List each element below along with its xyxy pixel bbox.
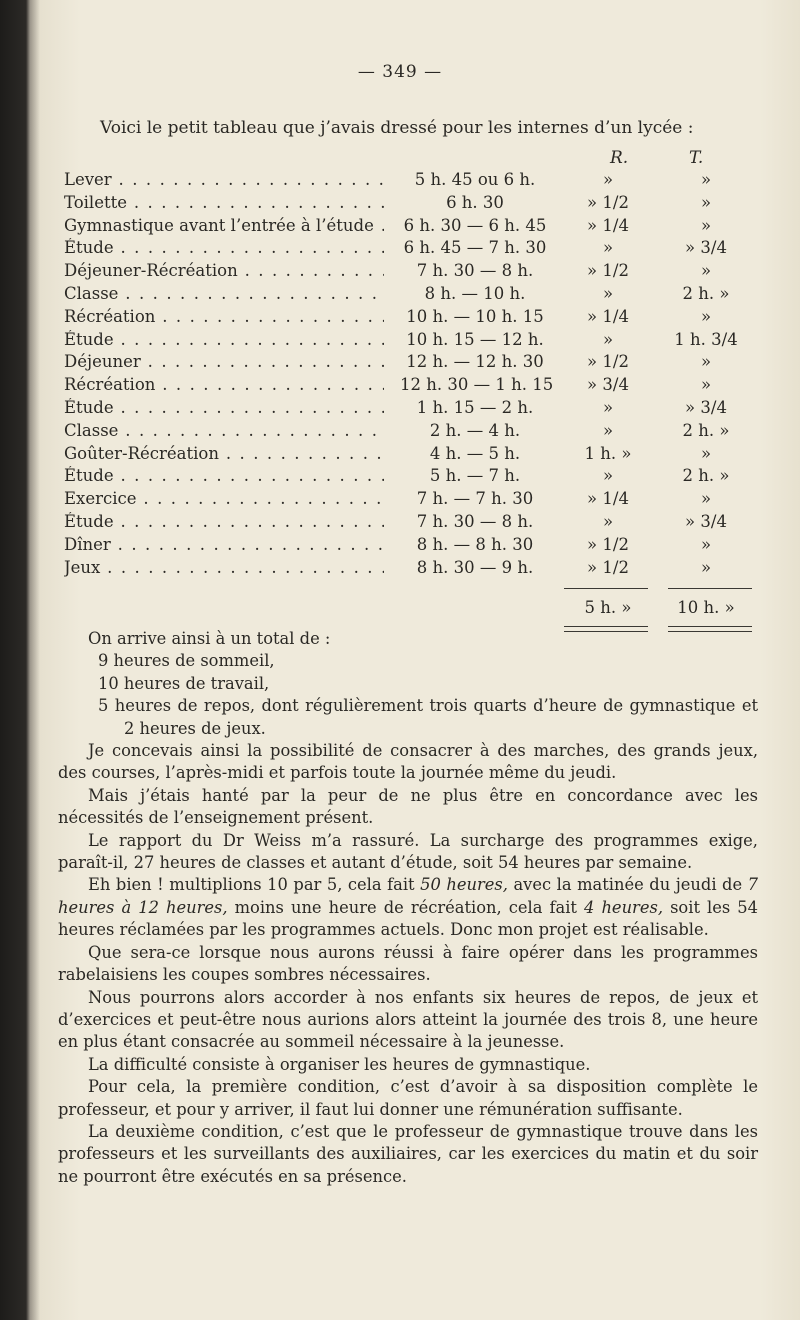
time-cell: 12 h. 30 — 1 h. 15 bbox=[400, 375, 554, 395]
time-cell: 7 h. 30 — 8 h. bbox=[416, 511, 534, 531]
text-run: avec la matinée du jeudi de bbox=[507, 875, 748, 895]
schedule-row bbox=[64, 558, 754, 581]
rest-cell: » bbox=[602, 283, 614, 303]
italic-run: 4 heures, bbox=[584, 897, 664, 917]
work-cell: 2 h. » bbox=[682, 420, 730, 440]
paragraph: Que sera-ce lorsque nous aurons réussi à faire opérer dans les programmes rabelaisiens les coupes sombres nécessaires. bbox=[58, 942, 758, 985]
schedule-row bbox=[64, 352, 754, 375]
activity-cell: Étude . . . bbox=[64, 330, 384, 349]
page-number: — 349 — bbox=[357, 62, 443, 82]
schedule-row bbox=[64, 512, 754, 535]
sum-rule-t bbox=[668, 588, 752, 589]
work-cell: 2 h. » bbox=[682, 283, 730, 303]
schedule-row bbox=[64, 170, 754, 193]
work-cell: » bbox=[700, 192, 712, 212]
schedule-row bbox=[64, 398, 754, 421]
rest-cell: » 1/2 bbox=[587, 557, 629, 577]
paragraph: Le rapport du Dr Weiss m’a rassuré. La surcharge des programmes exige, paraît-il, 27 heures de classes et autant d’étude, soit 54 heures par semaine. bbox=[58, 830, 758, 873]
time-cell: 10 h. — 10 h. 15 bbox=[406, 306, 544, 326]
work-cell: » bbox=[700, 261, 712, 281]
paragraph: La deuxième condition, c’est que le professeur de gymnastique trouve dans les professeurs et les surveillants des auxiliaires, car les exercices du matin et du soir ne pourront être exécutés en sa présence. bbox=[58, 1121, 758, 1186]
work-cell: » bbox=[700, 306, 712, 326]
activity-cell: Classe . . . bbox=[64, 421, 384, 440]
work-cell: » 3/4 bbox=[685, 238, 727, 258]
rest-cell: » 3/4 bbox=[587, 375, 629, 395]
activity-cell: Récréation . . . bbox=[64, 307, 384, 326]
work-cell: » bbox=[700, 352, 712, 372]
text-run: moins une heure de récréation, cela fait bbox=[227, 897, 585, 917]
rest-cell: » 1/4 bbox=[587, 215, 629, 235]
rest-cell: » bbox=[602, 420, 614, 440]
work-cell: » bbox=[700, 489, 712, 509]
activity-cell: Goûter-Récréation . . . bbox=[64, 444, 384, 463]
time-cell: 1 h. 15 — 2 h. bbox=[416, 397, 534, 417]
activity-cell: Classe . . . bbox=[64, 284, 384, 303]
activity-cell: Toilette . . . bbox=[64, 193, 384, 212]
activity-cell: Étude . . . bbox=[64, 466, 384, 485]
time-cell: 4 h. — 5 h. bbox=[429, 443, 521, 463]
work-cell: 2 h. » bbox=[682, 466, 730, 486]
work-cell: » bbox=[700, 170, 712, 189]
work-cell: » bbox=[700, 534, 712, 554]
sum-rule-r bbox=[564, 588, 648, 589]
rest-cell: » bbox=[602, 511, 614, 531]
work-cell: » 3/4 bbox=[685, 511, 727, 531]
rest-cell: » bbox=[602, 170, 614, 189]
time-cell: 8 h. — 10 h. bbox=[424, 283, 526, 303]
list-item-sleep: 9 heures de sommeil, bbox=[98, 651, 275, 671]
time-cell: 7 h. — 7 h. 30 bbox=[416, 489, 534, 509]
column-headers bbox=[64, 148, 754, 170]
text-run: soit les 54 heures réclamées par les programmes actuels. Donc mon projet est réalisable. bbox=[58, 897, 759, 940]
rest-cell: » 1/4 bbox=[587, 489, 629, 509]
paragraph: Nous pourrons alors accorder à nos enfants six heures de repos, de jeux et d’exercices et peut-être nous aurions alors atteint la journée des trois 8, une heure en plus étant consacrée au sommeil nécessaire à la jeunesse. bbox=[58, 987, 758, 1052]
column-header-t: T. bbox=[689, 148, 704, 168]
paragraph-total: On arrive ainsi à un total de : bbox=[88, 629, 331, 648]
schedule-row bbox=[64, 216, 754, 239]
schedule-row bbox=[64, 284, 754, 307]
time-cell: 6 h. 30 — 6 h. 45 bbox=[403, 215, 547, 235]
time-cell: 5 h. 45 ou 6 h. bbox=[414, 170, 536, 189]
work-cell: 1 h. 3/4 bbox=[674, 329, 738, 349]
activity-cell: Récréation . . . bbox=[64, 375, 384, 394]
total-work: 10 h. » bbox=[677, 598, 735, 618]
rest-cell: » 1/2 bbox=[587, 352, 629, 372]
rest-cell: » 1/2 bbox=[587, 192, 629, 212]
list-item-work: 10 heures de travail, bbox=[98, 673, 270, 693]
rest-cell: » bbox=[602, 397, 614, 417]
list-item-rest: 5 heures de repos, dont régulièrement trois quarts d’heure de gymnastique et 2 heures de jeux. bbox=[98, 696, 758, 738]
work-cell: » bbox=[700, 215, 712, 235]
intro-sentence: Voici le petit tableau que j’avais dressé pour les internes d’un lycée : bbox=[100, 118, 694, 138]
schedule-row bbox=[64, 489, 754, 512]
paragraph: La difficulté consiste à organiser les heures de gymnastique. bbox=[88, 1054, 591, 1074]
paragraph: Je concevais ainsi la possibilité de consacrer à des marches, des grands jeux, des courses, l’après-midi et parfois toute la journée même du jeudi. bbox=[58, 741, 758, 783]
time-cell: 2 h. — 4 h. bbox=[429, 420, 521, 440]
schedule-row bbox=[64, 238, 754, 261]
schedule-row bbox=[64, 307, 754, 330]
total-rest: 5 h. » bbox=[584, 598, 632, 618]
schedule-row bbox=[64, 466, 754, 489]
activity-cell: Déjeuner-Récréation . . . bbox=[64, 261, 384, 280]
time-cell: 6 h. 45 — 7 h. 30 bbox=[403, 238, 547, 258]
activity-cell: Dîner . . . bbox=[64, 535, 384, 554]
time-cell: 6 h. 30 bbox=[446, 192, 504, 212]
text-run: Eh bien ! multiplions 10 par 5, cela fait bbox=[88, 875, 421, 895]
activity-cell: Exercice . . . bbox=[64, 489, 384, 508]
schedule-row bbox=[64, 535, 754, 558]
rest-cell: » bbox=[602, 329, 614, 349]
italic-run: 7 heures à 12 heures, bbox=[58, 875, 759, 917]
italic-run: 50 heures, bbox=[420, 875, 508, 895]
time-cell: 5 h. — 7 h. bbox=[429, 466, 521, 486]
schedule-row bbox=[64, 421, 754, 444]
work-cell: » 3/4 bbox=[685, 397, 727, 417]
time-cell: 8 h. 30 — 9 h. bbox=[416, 557, 534, 577]
schedule-row bbox=[64, 375, 754, 398]
activity-cell: Jeux . . . bbox=[64, 558, 384, 577]
activity-cell: Gymnastique avant l’entrée à l’étude . . . bbox=[64, 216, 384, 235]
paragraph: Mais j’étais hanté par la peur de ne plus être en concordance avec les nécessités de l’enseignement présent. bbox=[58, 785, 758, 828]
rest-cell: 1 h. » bbox=[584, 443, 632, 463]
rest-cell: » bbox=[602, 238, 614, 258]
activity-cell: Lever . . . bbox=[64, 170, 384, 189]
schedule-table bbox=[64, 148, 754, 636]
schedule-row bbox=[64, 330, 754, 353]
schedule-row bbox=[64, 444, 754, 467]
paragraph-calculation bbox=[58, 874, 758, 941]
work-cell: » bbox=[700, 557, 712, 577]
column-header-r: R. bbox=[610, 148, 629, 168]
time-cell: 10 h. 15 — 12 h. bbox=[406, 329, 544, 349]
schedule-row bbox=[64, 261, 754, 284]
rest-cell: » 1/2 bbox=[587, 534, 629, 554]
body-text bbox=[58, 628, 758, 1188]
activity-cell: Déjeuner . . . bbox=[64, 352, 384, 371]
schedule-row bbox=[64, 193, 754, 216]
activity-cell: Étude . . . bbox=[64, 398, 384, 417]
time-cell: 7 h. 30 — 8 h. bbox=[416, 261, 534, 281]
rest-cell: » bbox=[602, 466, 614, 486]
activity-cell: Étude . . . bbox=[64, 238, 384, 257]
schedule-rows bbox=[64, 170, 754, 580]
rest-cell: » 1/2 bbox=[587, 261, 629, 281]
rest-cell: » 1/4 bbox=[587, 306, 629, 326]
time-cell: 8 h. — 8 h. 30 bbox=[416, 534, 534, 554]
time-cell: 12 h. — 12 h. 30 bbox=[406, 352, 544, 372]
activity-cell: Étude . . . bbox=[64, 512, 384, 531]
work-cell: » bbox=[700, 443, 712, 463]
work-cell: » bbox=[700, 375, 712, 395]
paragraph: Pour cela, la première condition, c’est d’avoir à sa disposition complète le professeur, et pour y arriver, il faut lui donner une rémunération suffisante. bbox=[58, 1077, 758, 1119]
